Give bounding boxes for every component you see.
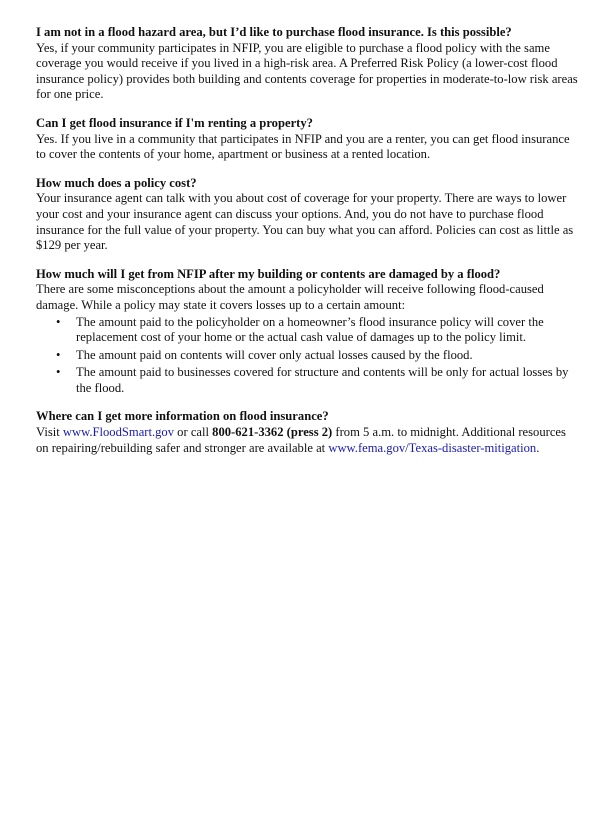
bullet-icon: •	[56, 365, 61, 380]
list-item-text: The amount paid to businesses covered for structure and contents will be only for actual losses by the flood.	[76, 365, 569, 395]
bullet-icon: •	[56, 347, 61, 362]
fema-mitigation-link[interactable]: www.fema.gov/Texas-disaster-mitigation	[328, 440, 537, 455]
answer-paragraph: Your insurance agent can talk with you about cost of coverage for your property. There are ways to lower your cost and your insurance agent can discuss your options. And, you do not have to purchase flood insurance for the full value of your property. You can buy what you can afford. Policies can cost as little as $129 per year.	[36, 191, 574, 253]
phone-number: 800-621-3362 (press 2)	[212, 425, 333, 440]
bullet-icon: •	[56, 314, 61, 329]
question-heading: How much will I get from NFIP after my building or contents are damaged by a flood?	[36, 266, 501, 281]
list-item-text: The amount paid on contents will cover only actual losses caused by the flood.	[76, 347, 473, 362]
faq-policy-cost	[36, 176, 578, 254]
question-heading: I am not in a flood hazard area, but I’d like to purchase flood insurance. Is this possible?	[36, 25, 512, 39]
answer-paragraph: Yes. If you live in a community that participates in NFIP and you are a renter, you can get flood insurance to cover the contents of your home, apartment or business at a rented location.	[36, 131, 570, 162]
list-item-text: The amount paid to the policyholder on a homeowner’s flood insurance policy will cover the replacement cost of your home or the actual cash value of damages up to the policy limit.	[76, 314, 544, 345]
list-item	[36, 315, 578, 346]
floodsmart-link[interactable]: www.FloodSmart.gov	[62, 425, 175, 440]
faq-nfip-payout	[36, 267, 578, 397]
hours-text: from 5 a.m. to midnight. Additional resources on repairing/rebuilding safer and stronger are available at	[36, 425, 566, 455]
question-heading: How much does a policy cost?	[36, 175, 197, 190]
question-heading: Can I get flood insurance if I'm renting a property?	[36, 115, 313, 130]
faq-renting	[36, 116, 578, 163]
period-text: .	[536, 440, 540, 455]
faq-more-information	[36, 409, 578, 456]
list-item	[36, 365, 578, 396]
answer-paragraph: Yes, if your community participates in NFIP, you are eligible to purchase a flood policy with the same coverage you would receive if you lived in a high-risk area. A Preferred Risk Policy (a lower-cost flood insurance policy) provides both building and contents coverage for properties in moderate-to-low risk areas for one price.	[36, 40, 578, 102]
document-page	[36, 25, 578, 469]
faq-flood-hazard-area	[36, 25, 578, 103]
list-item	[36, 348, 578, 364]
or-call-text: or call	[174, 425, 213, 440]
bullet-list	[36, 315, 578, 397]
question-heading: Where can I get more information on flood insurance?	[36, 409, 329, 424]
answer-paragraph: There are some misconceptions about the amount a policyholder will receive following flood-caused damage. While a policy may state it covers losses up to a certain amount:	[36, 282, 544, 312]
visit-text: Visit	[36, 425, 63, 440]
answer-paragraph	[36, 425, 578, 456]
